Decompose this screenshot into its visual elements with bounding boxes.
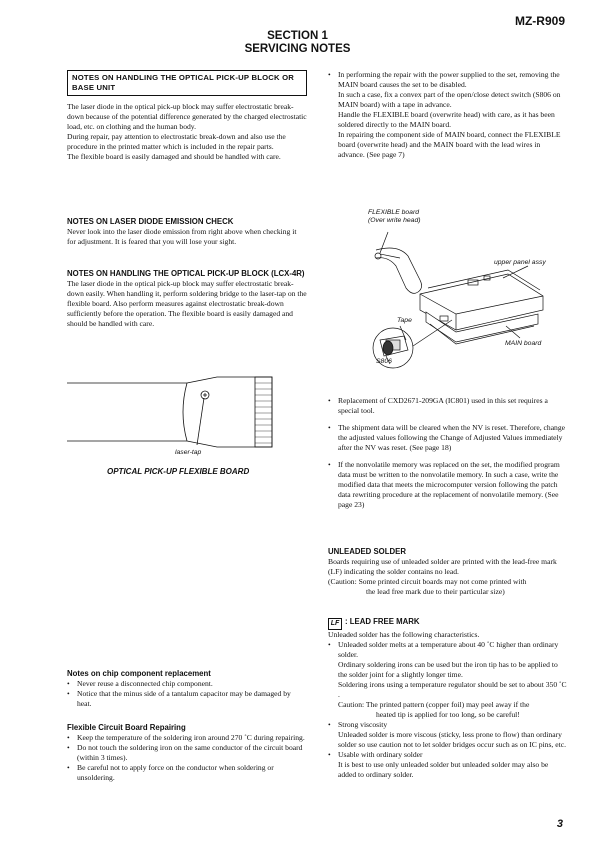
flex-board-bend (183, 383, 187, 441)
list-item (328, 750, 568, 780)
flexible-board-caption: OPTICAL PICK-UP FLEXIBLE BOARD (107, 467, 250, 476)
lf-bullet-3: Usable with ordinary solder (338, 750, 423, 759)
flex-board-outline (67, 377, 272, 447)
laser-section (67, 217, 307, 247)
flexible-board-label-line1: FLEXIBLE board (368, 209, 420, 216)
list-item: • Replacement of CXD2671-209GA (IC801) used in this set requires a special tool. (328, 396, 568, 416)
list-item (328, 70, 568, 160)
lf-bullet-2-paragraph: Unleaded solder is more viscous (sticky, less prone to flow) than ordinary solder so use caution not to let solder bridges occur such as on IC pins, etc. (338, 730, 566, 749)
model-number: MZ-R909 (514, 14, 565, 28)
repair-bullet-text: In performing the repair with the power supplied to the set, removing the MAIN board causes the set to be disabled. (338, 70, 560, 89)
main-board-label: MAIN board (505, 340, 542, 347)
list-item: • The shipment data will be cleared when the NV is reset. Therefore, change the adjusted values following the Change of Adjusted Values immediately after the NV was reset. (See page 18) (328, 423, 568, 453)
lead-free-mark-icon: LF (328, 618, 342, 630)
section-title: SERVICING NOTES (244, 43, 351, 55)
pickup-section (67, 269, 307, 329)
laser-tap-label: laser-tap (175, 449, 202, 456)
list-item: • If the nonvolatile memory was replaced on the set, the modified program data must be written to the nonvolatile memory. In such a case, write the modified data that meets the microcomputer version following the patch data rewriting procedure at the replacement of nonvolatile memory. (See page 23) (328, 460, 568, 510)
list-item: • Never reuse a disconnected chip component. (67, 679, 307, 689)
laser-text: Never look into the laser diode emission from right above when checking it for adjustment. It is feared that you will lose your sight. (67, 226, 297, 246)
unleaded-text: Boards requiring use of unleaded solder are printed with the lead-free mark (LF) indicating the solder contains no lead. (328, 556, 557, 576)
chip-section (67, 669, 307, 709)
flexible-board-label-line2: (Over write head) (368, 217, 421, 224)
intro-paragraph-2: During repair, pay attention to electrostatic break-down and also use the procedure in the printed matter which is included in the repair parts. (67, 132, 286, 151)
repair-paragraph-1: In such a case, fix a convex part of the open/close detect switch (S806 on MAIN board) with a tape in advance. (338, 90, 561, 109)
list-item: • Keep the temperature of the soldering iron around 270 ˚C during repairing. (67, 733, 307, 743)
unleaded-caution-line1: (Caution: Some printed circuit boards may not come printed with (328, 576, 527, 586)
list-item (328, 640, 568, 720)
lead-free-heading: : LEAD FREE MARK (345, 617, 420, 626)
laser-tap-leader (197, 398, 204, 445)
intro-paragraph-3: The flexible board is easily damaged and should be handled with care. (67, 152, 281, 161)
flex-repair-heading: Flexible Circuit Board Repairing (67, 723, 186, 732)
list-item: • Be careful not to apply force on the conductor when soldering or unsoldering. (67, 763, 307, 783)
lf-bullet-1-paragraph-2: Soldering irons using a temperature regulator should be set to about 350 ˚C . (338, 680, 567, 699)
list-item: • Notice that the minus side of a tantalum capacitor may be damaged by heat. (67, 689, 307, 709)
lead-free-intro: Unleaded solder has the following characteristics. (328, 630, 480, 639)
pickup-text: The laser diode in the optical pick-up block may suffer electrostatic break-down easily. When handling it, perform soldering bridge to the laser-tap on the flexible board. Also perform measures against electrostatic break-down sufficiently before the operation. The flexible board is easily damaged and should be handled with care. (67, 278, 307, 328)
upper-panel-label: upper panel assy (494, 259, 546, 266)
section-heading (0, 30, 595, 56)
chip-list (67, 679, 307, 709)
service-bullets (328, 396, 568, 510)
lf-bullet-1-caution-2: heated tip is applied for too long, so be careful! (376, 710, 520, 719)
lf-bullet-1-paragraph-1: Ordinary soldering irons can be used but the iron tip has to be applied to the solder joint for a slightly longer time. (338, 660, 558, 679)
left-column-top (67, 70, 307, 162)
chip-heading: Notes on chip component replacement (67, 669, 211, 678)
lf-bullet-2: Strong viscosity (338, 720, 388, 729)
lead-free-section (328, 617, 568, 780)
lf-bullet-1-caution-1: Caution: The printed pattern (copper foil) may peel away if the (338, 700, 530, 709)
connector-pins (255, 383, 272, 443)
flex-board-connector (255, 377, 272, 447)
unleaded-section (328, 547, 568, 597)
laser-heading: NOTES ON LASER DIODE EMISSION CHECK (67, 217, 234, 226)
unleaded-caution-line2: the lead free mark due to their particular size) (366, 586, 505, 596)
lf-bullet-3-paragraph: It is best to use only unleaded solder but unleaded solder may also be added to ordinary solder. (338, 760, 549, 779)
pickup-heading: NOTES ON HANDLING THE OPTICAL PICK-UP BLOCK (LCX-4R) (67, 269, 305, 278)
optical-pickup-notes-box: NOTES ON HANDLING THE OPTICAL PICK-UP BLOCK OR BASE UNIT (67, 70, 307, 96)
section-number: SECTION 1 (267, 30, 328, 42)
list-item (328, 720, 568, 750)
repair-paragraph-2: Handle the FLEXIBLE board (overwrite head) with care, as it has been soldered directly to the MAIN board. (338, 110, 555, 129)
page-number: 3 (556, 818, 563, 830)
flexible-board-figure (67, 365, 307, 480)
list-item: • Do not touch the soldering iron on the same conductor of the circuit board (within 3 times). (67, 743, 307, 763)
intro-paragraph-1: The laser diode in the optical pick-up block may suffer electrostatic break-down because of the potential difference generated by the charged electrostatic load, etc. on clothing and the human body. (67, 102, 307, 131)
tape-label: Tape (397, 317, 412, 324)
s806-label: S806 (376, 358, 392, 365)
repair-paragraph-3: In repairing the component side of MAIN board, connect the FLEXIBLE board (overwrite head) and the MAIN board with the lead wires in advance. (See page 7) (338, 130, 561, 159)
flex-repair-section (67, 723, 307, 783)
flexible-board-label (368, 209, 421, 225)
unleaded-heading: UNLEADED SOLDER (328, 547, 406, 556)
flex-repair-list (67, 733, 307, 783)
lf-bullet-1: Unleaded solder melts at a temperature about 40 ˚C higher than ordinary solder. (338, 640, 559, 659)
repair-note (328, 70, 568, 160)
